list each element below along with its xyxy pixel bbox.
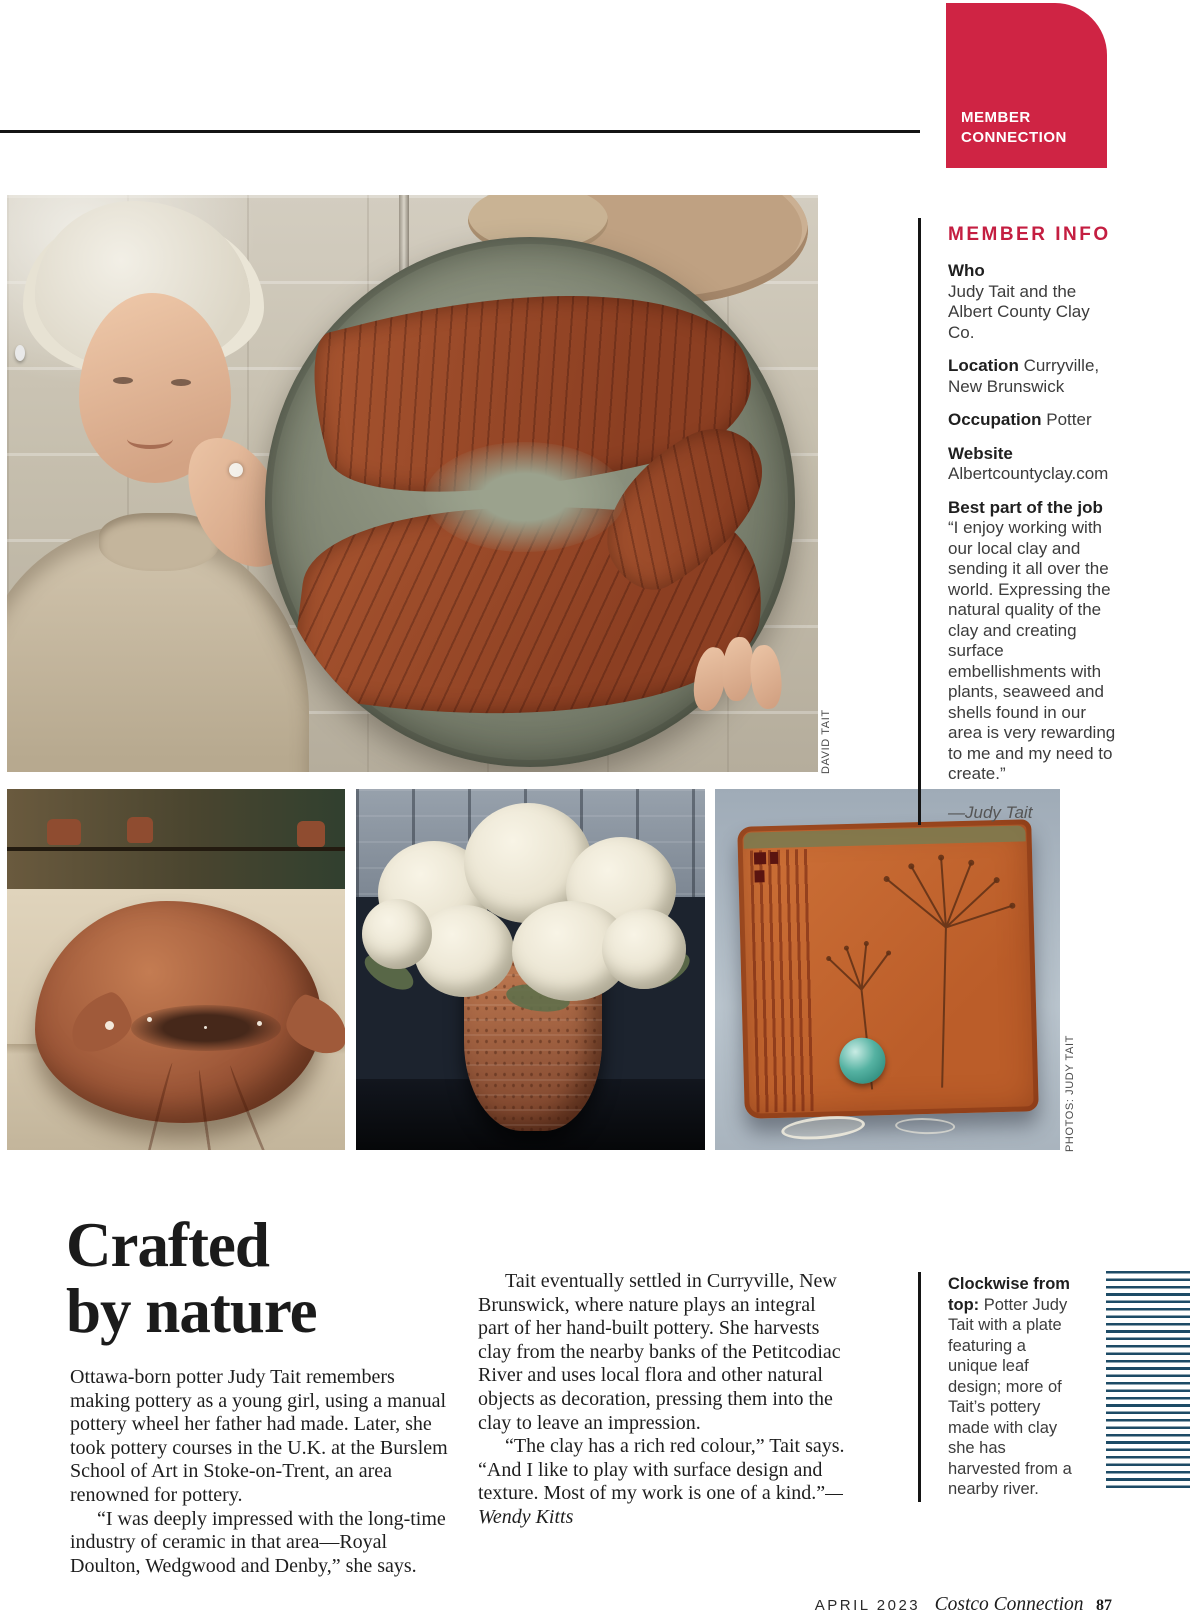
photo-credit-judy-tait: PHOTOS: JUDY TAIT xyxy=(1064,1035,1076,1152)
pot-art xyxy=(127,817,153,843)
stamp-art xyxy=(770,852,778,864)
photo-credit-david-tait: DAVID TAIT xyxy=(820,709,832,774)
location-label: Location xyxy=(948,356,1019,375)
hydrangea-art xyxy=(414,905,514,997)
website-value: Albertcountyclay.com xyxy=(948,464,1109,483)
page-footer xyxy=(0,1594,1112,1616)
article-paragraph: Ottawa-born potter Judy Tait remembers making pottery as a young girl, using a manual pottery wheel her father had made. Later, she took pottery courses in the U.K. at the Burslem School of Art in Stoke-on-Trent, an area renowned for pottery. xyxy=(70,1366,448,1506)
ring-art xyxy=(229,463,243,477)
footer-date: APRIL 2023 xyxy=(814,1597,921,1614)
badge-line2: CONNECTION xyxy=(961,129,1067,146)
footer-magazine-name: Costco Connection xyxy=(934,1594,1084,1615)
badge-line1: MEMBER xyxy=(961,109,1031,126)
member-info-heading: MEMBER INFO xyxy=(948,224,1111,245)
plate-stripe-band-art xyxy=(750,849,815,1112)
occupation-label: Occupation xyxy=(948,410,1042,429)
article-paragraph xyxy=(478,1435,850,1529)
caption-lead: Clockwise from top: xyxy=(948,1275,1070,1314)
member-info-location xyxy=(948,356,1116,397)
headline-line1: Crafted xyxy=(66,1210,269,1280)
bowl-opening-art xyxy=(131,1005,281,1051)
occupation-value: Potter xyxy=(1046,410,1092,429)
member-info-who xyxy=(948,261,1116,343)
website-label: Website xyxy=(948,443,1013,463)
best-part-quote: “I enjoy working with our local clay and sending it all over the world. Expressing the natural quality of the clay and creating surface embellishments with plants, seaweed and shells found in our area is very rewarding to me and my need to create.” xyxy=(948,518,1116,783)
stamp-art xyxy=(754,870,764,882)
square-plate-art xyxy=(737,819,1039,1119)
hydrangea-art xyxy=(362,899,432,969)
article-headline xyxy=(66,1212,317,1344)
article-paragraph: “I was deeply impressed with the long-time industry of ceramic in that area—Royal Doulton, Wedgwood and Denby,” she says. xyxy=(70,1507,446,1577)
who-value: Judy Tait and the Albert County Clay Co. xyxy=(948,281,1090,342)
location-value: Curryville, New Brunswick xyxy=(948,356,1100,396)
author-byline: —Wendy Kitts xyxy=(478,1482,843,1528)
member-info-panel xyxy=(918,218,1122,825)
pot-art xyxy=(47,819,81,845)
earring-art xyxy=(15,345,25,361)
article-column-2 xyxy=(478,1270,850,1530)
footer-page-number: 87 xyxy=(1096,1597,1112,1614)
who-label: Who xyxy=(948,261,985,280)
photo-clay-bowl xyxy=(7,789,345,1150)
article-quote: “The clay has a rich red colour,” Tait says. “And I like to play with surface design and texture. Most of my work is one of a kind.” xyxy=(478,1435,845,1505)
headline-line2: by nature xyxy=(66,1276,317,1346)
photo-vase-with-hydrangeas xyxy=(356,789,705,1150)
hydrangea-art xyxy=(602,909,686,989)
eye-art xyxy=(113,377,133,384)
member-info-website xyxy=(948,444,1116,485)
member-connection-badge xyxy=(946,3,1107,168)
photo-judy-tait-with-plate xyxy=(7,195,818,772)
glaze-glint-art xyxy=(105,1021,114,1030)
pot-art xyxy=(297,821,325,847)
shelf-line-art xyxy=(7,847,345,851)
leaf-imprint-art xyxy=(780,1113,866,1143)
bowl-rim-art xyxy=(62,989,137,1058)
best-part-label: Best part of the job xyxy=(948,497,1103,517)
stamp-art xyxy=(754,852,766,864)
smile-art xyxy=(127,429,173,449)
caption-text: Potter Judy Tait with a plate featuring a unique leaf design; more of Tait’s pottery made with clay she has harvested from a nearby river. xyxy=(948,1295,1072,1498)
clay-patch-art xyxy=(425,442,625,552)
leaf-imprint-art xyxy=(895,1117,955,1135)
member-info-occupation xyxy=(948,410,1116,431)
quote-attribution: —Judy Tait xyxy=(948,802,1033,822)
header-rule xyxy=(0,130,920,133)
badge-text xyxy=(961,108,1067,148)
photo-square-plate xyxy=(715,789,1060,1150)
article-column-1 xyxy=(70,1366,452,1578)
article-paragraph: Tait eventually settled in Curryville, New Brunswick, where nature plays an integral part of her hand-built pottery. She harvests clay from the nearby banks of the Petitcodiac River and uses local flora and other natural objects as decoration, pressing them into the clay to leave an impression. xyxy=(478,1270,841,1434)
photo-caption xyxy=(918,1272,1078,1502)
stripes-decoration xyxy=(1106,1271,1190,1492)
member-info-best-part xyxy=(948,498,1116,785)
eye-art xyxy=(171,379,191,386)
